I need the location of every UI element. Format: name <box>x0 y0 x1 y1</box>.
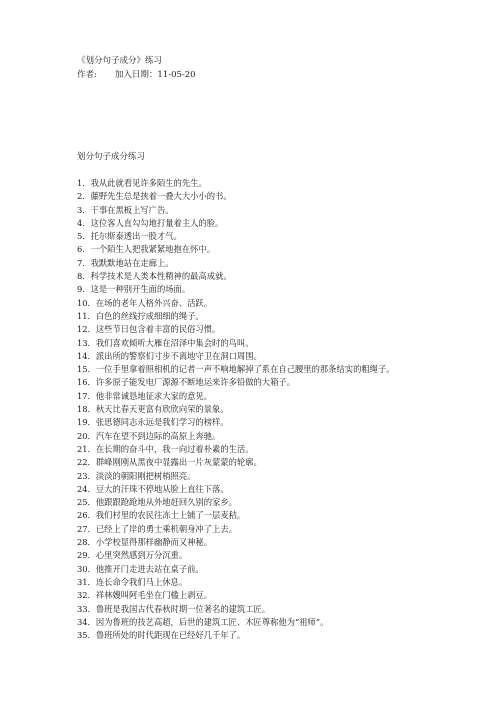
sentence-number: 10． <box>77 297 96 308</box>
sentence-number: 34． <box>77 616 96 627</box>
sentence-item <box>77 390 395 403</box>
sentence-text: 科学技术是人类本性精神的最高成就。 <box>90 271 232 282</box>
sentence-number: 18． <box>77 404 96 415</box>
sentence-number: 20． <box>77 430 96 441</box>
sentence-number: 35． <box>77 630 96 641</box>
sentence-number: 13． <box>77 337 96 348</box>
sentence-text: 我们喜欢倾听大雁在沼泽中集会时的鸟叫。 <box>95 337 254 348</box>
sentence-text: 这位客人直勾勾地打量着主人的脸。 <box>90 217 224 228</box>
sentence-number: 23． <box>77 470 96 481</box>
sentence-text: 在场的老年人格外兴奋、活跃。 <box>95 297 213 308</box>
sentence-item <box>77 350 395 363</box>
sentence-text: 秋天比春天更富有欣欣向荣的景象。 <box>95 404 229 415</box>
sentence-item <box>77 243 395 256</box>
sentence-number: 3． <box>77 204 91 215</box>
sentence-text: 祥林嫂叫阿毛坐在门槛上剥豆。 <box>95 590 213 601</box>
sentence-number: 32． <box>77 590 96 601</box>
sentence-number: 8． <box>77 271 91 282</box>
sentence-number: 16． <box>77 377 96 388</box>
sentence-item <box>77 190 395 203</box>
sentence-item <box>77 230 395 243</box>
sentence-number: 24． <box>77 483 96 494</box>
sentence-number: 9． <box>77 284 91 295</box>
sentence-number: 22． <box>77 457 96 468</box>
sentence-text: 藤野先生总是挟着一叠大大小小的书。 <box>90 191 232 202</box>
sentence-item <box>77 204 395 217</box>
sentence-item <box>77 283 395 296</box>
sentence-number: 19． <box>77 417 96 428</box>
sentence-text: 在长期的奋斗中，我一向过着朴素的生活。 <box>95 443 254 454</box>
sentence-list <box>77 177 395 642</box>
sentence-item <box>77 496 395 509</box>
sentence-item <box>77 257 395 270</box>
sentence-text: 派出所的警察们寸步不离地守卫在洞口周围。 <box>95 350 262 361</box>
sentence-text: 他非常诚恳地征求大家的意见。 <box>95 390 213 401</box>
sentence-text: 这些节日包含着丰富的民俗习惯。 <box>95 324 221 335</box>
sentence-item <box>77 589 395 602</box>
sentence-text: 他跟跟跄跄地从外地赶回久别的家乡。 <box>95 497 237 508</box>
document-meta <box>77 70 196 80</box>
sentence-item <box>77 470 395 483</box>
sentence-number: 28． <box>77 537 96 548</box>
sentence-text: 小学校显得那样幽静而又神秘。 <box>95 537 213 548</box>
sentence-text: 鲁班是我国古代春秋时期一位著名的建筑工匠。 <box>95 603 271 614</box>
sentence-item <box>77 523 395 536</box>
sentence-item <box>77 323 395 336</box>
sentence-number: 26． <box>77 510 96 521</box>
sentence-number: 6． <box>77 244 91 255</box>
section-title: 划分句子成分练习 <box>77 152 146 162</box>
sentence-item <box>77 549 395 562</box>
sentence-text: 一位手里拿着照相机的记者一声不响地解掉了系在自己腰里的那条结实的粗绳子。 <box>95 364 395 375</box>
sentence-item <box>77 297 395 310</box>
sentence-text: 连长命令我们马上休息。 <box>95 576 188 587</box>
sentence-item <box>77 603 395 616</box>
sentence-number: 1． <box>77 178 91 188</box>
sentence-item <box>77 217 395 230</box>
sentence-item <box>77 363 395 376</box>
sentence-text: 干事在黑板上写广告。 <box>90 204 174 215</box>
sentence-number: 2． <box>77 191 91 202</box>
sentence-number: 11． <box>77 310 96 321</box>
sentence-item <box>77 310 395 323</box>
sentence-text: 群峰刚刚从黑夜中显露出一片灰蒙蒙的轮廓。 <box>95 457 262 468</box>
sentence-number: 17． <box>77 390 96 401</box>
sentence-item <box>77 629 395 642</box>
sentence-item <box>77 616 395 629</box>
sentence-number: 14． <box>77 350 96 361</box>
document-title: 《划分句子成分》练习 <box>77 56 163 66</box>
sentence-text: 这是一种别开生面的场面。 <box>90 284 191 295</box>
sentence-text: 张思德同志永远是我们学习的榜样。 <box>95 417 229 428</box>
sentence-text: 托尔斯泰透出一股才气。 <box>90 231 182 242</box>
sentence-item <box>77 443 395 456</box>
sentence-text: 一个陌生人把我紧紧地抱在怀中。 <box>90 244 216 255</box>
sentence-text: 心里突然感到万分沉重。 <box>95 550 188 561</box>
sentence-item <box>77 177 395 190</box>
sentence-item <box>77 376 395 389</box>
sentence-item <box>77 563 395 576</box>
sentence-item <box>77 576 395 589</box>
author-label: 作者: <box>77 70 97 80</box>
sentence-text: 汽车在望不到边际的高原上奔驰。 <box>95 430 221 441</box>
sentence-text: 他推开门走进去站在桌子前。 <box>95 563 204 574</box>
sentence-item <box>77 536 395 549</box>
sentence-number: 12． <box>77 324 96 335</box>
sentence-number: 25． <box>77 497 96 508</box>
sentence-number: 29． <box>77 550 96 561</box>
sentence-text: 我默默地站在走廊上。 <box>90 257 174 268</box>
sentence-item <box>77 430 395 443</box>
sentence-item <box>77 456 395 469</box>
sentence-number: 27． <box>77 523 96 534</box>
sentence-item <box>77 337 395 350</box>
date-label: 加入日期： <box>114 70 158 80</box>
sentence-number: 21． <box>77 443 96 454</box>
sentence-text: 许多原子能发电厂源源不断地运来许多铅做的大箱子。 <box>95 377 295 388</box>
sentence-number: 15． <box>77 364 96 375</box>
sentence-number: 30． <box>77 563 96 574</box>
date-value: 11-05-20 <box>157 70 196 80</box>
sentence-number: 33． <box>77 603 96 614</box>
sentence-item <box>77 416 395 429</box>
sentence-number: 31． <box>77 576 96 587</box>
sentence-text: 淡淡的朝阳刚把树梢照亮。 <box>95 470 196 481</box>
sentence-number: 5． <box>77 231 91 242</box>
sentence-number: 7． <box>77 257 91 268</box>
sentence-text: 白色的丝线拧成细细的绳子。 <box>95 310 204 321</box>
sentence-text: 已经上了岸的勇士乘机朝身冲了上去。 <box>95 523 237 534</box>
sentence-item <box>77 483 395 496</box>
sentence-text: 鲁班所处的时代距现在已经好几千年了。 <box>95 630 246 641</box>
sentence-text: 我从此就看见许多陌生的先生。 <box>90 178 207 188</box>
sentence-text: 因为鲁班的技艺高超，后世的建筑工匠、木匠尊称他为“祖师”。 <box>95 616 329 627</box>
sentence-item <box>77 403 395 416</box>
sentence-item <box>77 509 395 522</box>
sentence-number: 4． <box>77 217 91 228</box>
sentence-text: 豆大的汗珠不停地从脸上直往下落。 <box>95 483 229 494</box>
sentence-item <box>77 270 395 283</box>
sentence-text: 我们村里的农民往冻土上铺了一层麦秸。 <box>95 510 246 521</box>
